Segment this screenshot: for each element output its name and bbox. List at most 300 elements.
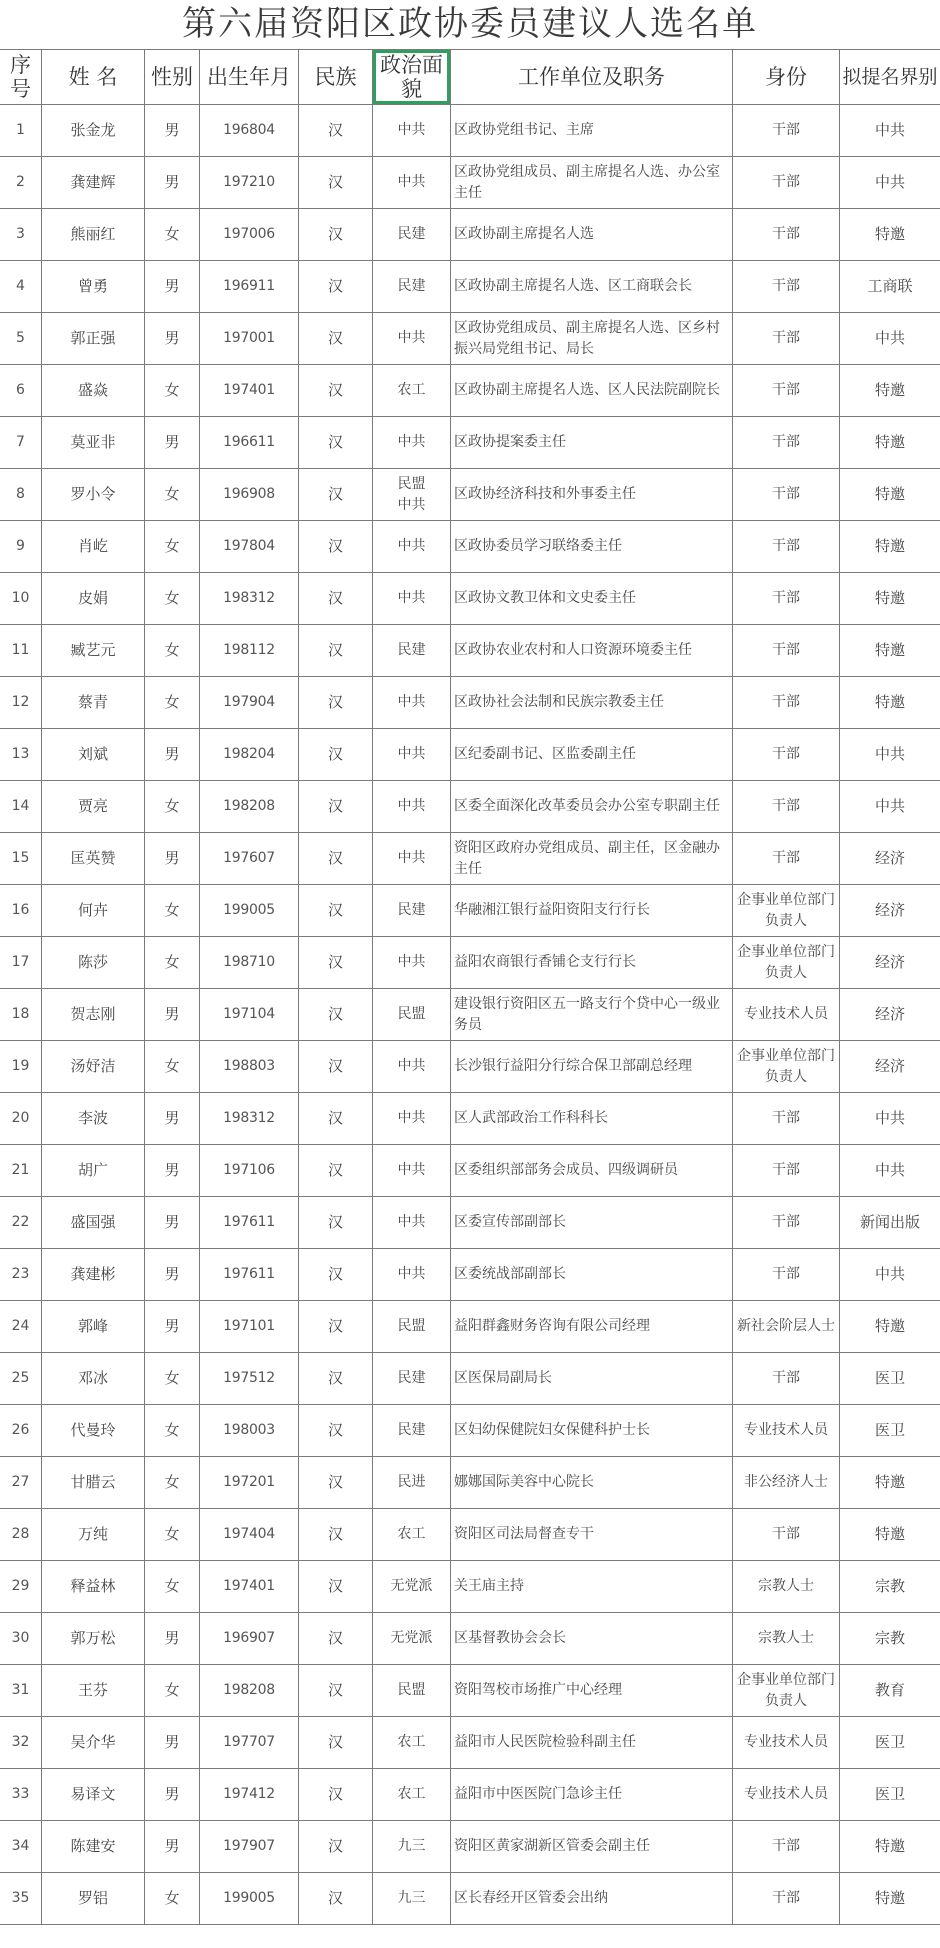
cell-gender: 男 (145, 1197, 200, 1249)
cell-political-status: 无党派 (373, 1561, 451, 1613)
table-row (0, 989, 940, 1041)
cell-political-status: 民建 (373, 1353, 451, 1405)
cell-political-status: 中共 (373, 1041, 451, 1093)
cell-birth: 197611 (200, 1197, 299, 1249)
cell-gender: 女 (145, 677, 200, 729)
cell-work-unit: 区委统战部副部长 (451, 1249, 733, 1301)
cell-work-unit: 建设银行资阳区五一路支行个贷中心一级业务员 (451, 989, 733, 1041)
table-header-row (0, 50, 940, 105)
cell-gender: 女 (145, 1561, 200, 1613)
cell-sector: 中共 (840, 729, 940, 781)
cell-political-status: 中共 (373, 313, 451, 365)
cell-gender: 男 (145, 417, 200, 469)
cell-name: 皮娟 (42, 573, 145, 625)
cell-name: 罗铝 (42, 1873, 145, 1925)
cell-gender: 男 (145, 1613, 200, 1665)
cell-index: 21 (0, 1145, 42, 1197)
cell-name: 臧艺元 (42, 625, 145, 677)
table-row (0, 1561, 940, 1613)
cell-political-status: 九三 (373, 1821, 451, 1873)
cell-birth: 197512 (200, 1353, 299, 1405)
cell-political-status: 民盟 中共 (373, 469, 451, 521)
cell-index: 4 (0, 261, 42, 313)
cell-work-unit: 关王庙主持 (451, 1561, 733, 1613)
cell-identity: 专业技术人员 (733, 989, 840, 1041)
cell-sector: 医卫 (840, 1405, 940, 1457)
cell-ethnicity: 汉 (299, 1769, 373, 1821)
cell-ethnicity: 汉 (299, 1405, 373, 1457)
cell-ethnicity: 汉 (299, 365, 373, 417)
cell-gender: 男 (145, 261, 200, 313)
cell-work-unit: 资阳区司法局督查专干 (451, 1509, 733, 1561)
cell-identity: 宗教人士 (733, 1561, 840, 1613)
table-row (0, 1405, 940, 1457)
header-sector: 拟提名界别 (840, 50, 940, 105)
cell-sector: 教育 (840, 1665, 940, 1717)
cell-ethnicity: 汉 (299, 417, 373, 469)
cell-index: 20 (0, 1093, 42, 1145)
cell-birth: 197201 (200, 1457, 299, 1509)
table-row (0, 1821, 940, 1873)
cell-work-unit: 区纪委副书记、区监委副主任 (451, 729, 733, 781)
cell-political-status: 中共 (373, 157, 451, 209)
cell-sector: 新闻出版 (840, 1197, 940, 1249)
cell-work-unit: 益阳市中医医院门急诊主任 (451, 1769, 733, 1821)
cell-ethnicity: 汉 (299, 1353, 373, 1405)
cell-sector: 医卫 (840, 1769, 940, 1821)
cell-index: 3 (0, 209, 42, 261)
cell-gender: 女 (145, 1665, 200, 1717)
cell-identity: 干部 (733, 781, 840, 833)
cell-work-unit: 长沙银行益阳分行综合保卫部副总经理 (451, 1041, 733, 1093)
cell-index: 19 (0, 1041, 42, 1093)
cell-sector: 特邀 (840, 469, 940, 521)
cell-name: 甘腊云 (42, 1457, 145, 1509)
header-birth: 出生年月 (200, 50, 299, 105)
cell-work-unit: 益阳群鑫财务咨询有限公司经理 (451, 1301, 733, 1353)
cell-gender: 女 (145, 469, 200, 521)
cell-sector: 工商联 (840, 261, 940, 313)
cell-index: 32 (0, 1717, 42, 1769)
cell-identity: 企事业单位部门负责人 (733, 937, 840, 989)
cell-work-unit: 资阳区政府办党组成员、副主任，区金融办主任 (451, 833, 733, 885)
cell-name: 万纯 (42, 1509, 145, 1561)
cell-index: 14 (0, 781, 42, 833)
cell-birth: 197904 (200, 677, 299, 729)
cell-gender: 男 (145, 989, 200, 1041)
table-row (0, 1873, 940, 1925)
cell-identity: 干部 (733, 261, 840, 313)
table-row (0, 417, 940, 469)
cell-index: 18 (0, 989, 42, 1041)
cell-political-status: 民盟 (373, 1301, 451, 1353)
table-row (0, 1301, 940, 1353)
table-row (0, 1613, 940, 1665)
cell-gender: 男 (145, 1717, 200, 1769)
table-row (0, 677, 940, 729)
cell-work-unit: 区医保局副局长 (451, 1353, 733, 1405)
cell-work-unit: 益阳市人民医院检验科副主任 (451, 1717, 733, 1769)
cell-gender: 女 (145, 1041, 200, 1093)
cell-name: 盛国强 (42, 1197, 145, 1249)
cell-birth: 197804 (200, 521, 299, 573)
cell-identity: 干部 (733, 417, 840, 469)
cell-index: 5 (0, 313, 42, 365)
cell-identity: 干部 (733, 105, 840, 157)
cell-ethnicity: 汉 (299, 1249, 373, 1301)
cell-work-unit: 区政协委员学习联络委主任 (451, 521, 733, 573)
cell-gender: 男 (145, 157, 200, 209)
cell-political-status: 中共 (373, 833, 451, 885)
cell-birth: 197907 (200, 1821, 299, 1873)
cell-work-unit: 区政协社会法制和民族宗教委主任 (451, 677, 733, 729)
cell-political-status: 农工 (373, 1509, 451, 1561)
cell-political-status: 民盟 (373, 1665, 451, 1717)
header-gender: 性别 (145, 50, 200, 105)
cell-work-unit: 资阳区黄家湖新区管委会副主任 (451, 1821, 733, 1873)
cell-name: 王芬 (42, 1665, 145, 1717)
cell-sector: 中共 (840, 105, 940, 157)
table-row (0, 1717, 940, 1769)
cell-political-status: 中共 (373, 573, 451, 625)
cell-work-unit: 区政协提案委主任 (451, 417, 733, 469)
cell-birth: 198112 (200, 625, 299, 677)
cell-name: 吴介华 (42, 1717, 145, 1769)
cell-name: 匡英赞 (42, 833, 145, 885)
table-row (0, 1457, 940, 1509)
cell-political-status: 民建 (373, 209, 451, 261)
cell-sector: 特邀 (840, 365, 940, 417)
cell-gender: 女 (145, 625, 200, 677)
cell-sector: 特邀 (840, 417, 940, 469)
cell-ethnicity: 汉 (299, 261, 373, 313)
cell-gender: 男 (145, 729, 200, 781)
cell-ethnicity: 汉 (299, 521, 373, 573)
cell-gender: 男 (145, 1821, 200, 1873)
cell-birth: 197412 (200, 1769, 299, 1821)
cell-political-status: 民建 (373, 261, 451, 313)
cell-ethnicity: 汉 (299, 1145, 373, 1197)
cell-identity: 企事业单位部门负责人 (733, 1041, 840, 1093)
table-row (0, 1249, 940, 1301)
cell-political-status: 中共 (373, 937, 451, 989)
cell-birth: 197611 (200, 1249, 299, 1301)
cell-birth: 196804 (200, 105, 299, 157)
cell-ethnicity: 汉 (299, 989, 373, 1041)
cell-sector: 经济 (840, 833, 940, 885)
page-title: 第六届资阳区政协委员建议人选名单 (182, 4, 758, 44)
header-ethnicity: 民族 (299, 50, 373, 105)
cell-name: 龚建辉 (42, 157, 145, 209)
cell-gender: 女 (145, 885, 200, 937)
table-row (0, 573, 940, 625)
cell-identity: 干部 (733, 573, 840, 625)
cell-sector: 经济 (840, 989, 940, 1041)
cell-birth: 198312 (200, 573, 299, 625)
cell-political-status: 民进 (373, 1457, 451, 1509)
cell-identity: 干部 (733, 157, 840, 209)
cell-identity: 专业技术人员 (733, 1769, 840, 1821)
cell-sector: 中共 (840, 781, 940, 833)
cell-work-unit: 区政协文教卫体和文史委主任 (451, 573, 733, 625)
table-row (0, 1509, 940, 1561)
cell-sector: 中共 (840, 1145, 940, 1197)
cell-ethnicity: 汉 (299, 573, 373, 625)
cell-ethnicity: 汉 (299, 1873, 373, 1925)
cell-index: 28 (0, 1509, 42, 1561)
cell-sector: 特邀 (840, 1873, 940, 1925)
table-row (0, 469, 940, 521)
cell-ethnicity: 汉 (299, 105, 373, 157)
cell-work-unit: 区委宣传部副部长 (451, 1197, 733, 1249)
cell-birth: 197404 (200, 1509, 299, 1561)
cell-birth: 198803 (200, 1041, 299, 1093)
cell-gender: 女 (145, 1457, 200, 1509)
cell-identity: 非公经济人士 (733, 1457, 840, 1509)
cell-gender: 女 (145, 1873, 200, 1925)
cell-identity: 干部 (733, 1197, 840, 1249)
cell-work-unit: 区长春经开区管委会出纳 (451, 1873, 733, 1925)
cell-political-status: 民建 (373, 1405, 451, 1457)
cell-ethnicity: 汉 (299, 1613, 373, 1665)
cell-name: 郭万松 (42, 1613, 145, 1665)
cell-political-status: 无党派 (373, 1613, 451, 1665)
cell-identity: 企事业单位部门负责人 (733, 1665, 840, 1717)
cell-name: 李波 (42, 1093, 145, 1145)
cell-work-unit: 区委全面深化改革委员会办公室专职副主任 (451, 781, 733, 833)
cell-index: 8 (0, 469, 42, 521)
cell-gender: 女 (145, 1405, 200, 1457)
cell-name: 郭正强 (42, 313, 145, 365)
cell-name: 释益林 (42, 1561, 145, 1613)
cell-name: 陈莎 (42, 937, 145, 989)
cell-birth: 197401 (200, 365, 299, 417)
cell-index: 1 (0, 105, 42, 157)
cell-ethnicity: 汉 (299, 1457, 373, 1509)
cell-index: 33 (0, 1769, 42, 1821)
cell-index: 10 (0, 573, 42, 625)
cell-political-status: 中共 (373, 1249, 451, 1301)
cell-gender: 男 (145, 833, 200, 885)
cell-birth: 197104 (200, 989, 299, 1041)
table-row (0, 729, 940, 781)
cell-ethnicity: 汉 (299, 1197, 373, 1249)
cell-identity: 宗教人士 (733, 1613, 840, 1665)
header-work-unit: 工作单位及职务 (451, 50, 733, 105)
cell-work-unit: 区妇幼保健院妇女保健科护士长 (451, 1405, 733, 1457)
cell-birth: 197210 (200, 157, 299, 209)
cell-name: 陈建安 (42, 1821, 145, 1873)
cell-sector: 特邀 (840, 573, 940, 625)
header-name: 姓 名 (42, 50, 145, 105)
table-row (0, 1769, 940, 1821)
cell-sector: 医卫 (840, 1353, 940, 1405)
cell-index: 15 (0, 833, 42, 885)
table-row (0, 157, 940, 209)
cell-political-status: 民建 (373, 625, 451, 677)
cell-birth: 198204 (200, 729, 299, 781)
cell-identity: 干部 (733, 1093, 840, 1145)
cell-ethnicity: 汉 (299, 677, 373, 729)
header-identity: 身份 (733, 50, 840, 105)
cell-sector: 特邀 (840, 209, 940, 261)
cell-gender: 男 (145, 105, 200, 157)
cell-ethnicity: 汉 (299, 1093, 373, 1145)
cell-sector: 中共 (840, 1093, 940, 1145)
cell-index: 17 (0, 937, 42, 989)
cell-gender: 女 (145, 1353, 200, 1405)
cell-name: 胡广 (42, 1145, 145, 1197)
table-row (0, 1353, 940, 1405)
cell-identity: 干部 (733, 677, 840, 729)
nominee-table (0, 49, 940, 1925)
cell-ethnicity: 汉 (299, 833, 373, 885)
cell-political-status: 中共 (373, 1145, 451, 1197)
cell-gender: 男 (145, 1769, 200, 1821)
table-row (0, 261, 940, 313)
table-row (0, 1197, 940, 1249)
cell-gender: 男 (145, 1301, 200, 1353)
cell-ethnicity: 汉 (299, 313, 373, 365)
cell-sector: 中共 (840, 1249, 940, 1301)
cell-political-status: 民盟 (373, 989, 451, 1041)
cell-gender: 男 (145, 1093, 200, 1145)
cell-index: 11 (0, 625, 42, 677)
cell-work-unit: 区政协副主席提名人选、区人民法院副院长 (451, 365, 733, 417)
cell-index: 23 (0, 1249, 42, 1301)
cell-sector: 特邀 (840, 677, 940, 729)
cell-identity: 干部 (733, 1873, 840, 1925)
cell-ethnicity: 汉 (299, 1665, 373, 1717)
cell-identity: 干部 (733, 365, 840, 417)
cell-sector: 医卫 (840, 1717, 940, 1769)
cell-identity: 干部 (733, 1353, 840, 1405)
cell-sector: 宗教 (840, 1613, 940, 1665)
cell-political-status: 中共 (373, 105, 451, 157)
cell-political-status: 中共 (373, 521, 451, 573)
cell-index: 34 (0, 1821, 42, 1873)
cell-work-unit: 区人武部政治工作科科长 (451, 1093, 733, 1145)
cell-ethnicity: 汉 (299, 469, 373, 521)
cell-index: 22 (0, 1197, 42, 1249)
cell-birth: 198710 (200, 937, 299, 989)
cell-ethnicity: 汉 (299, 209, 373, 261)
cell-name: 代曼玲 (42, 1405, 145, 1457)
cell-work-unit: 区政协党组书记、主席 (451, 105, 733, 157)
cell-index: 27 (0, 1457, 42, 1509)
cell-work-unit: 华融湘江银行益阳资阳支行行长 (451, 885, 733, 937)
cell-birth: 198208 (200, 781, 299, 833)
cell-name: 郭峰 (42, 1301, 145, 1353)
cell-name: 汤妤洁 (42, 1041, 145, 1093)
cell-birth: 199005 (200, 1873, 299, 1925)
cell-index: 6 (0, 365, 42, 417)
cell-index: 31 (0, 1665, 42, 1717)
cell-identity: 专业技术人员 (733, 1717, 840, 1769)
cell-work-unit: 区政协副主席提名人选、区工商联会长 (451, 261, 733, 313)
cell-sector: 特邀 (840, 1301, 940, 1353)
cell-identity: 干部 (733, 521, 840, 573)
cell-political-status: 中共 (373, 1093, 451, 1145)
cell-name: 贺志刚 (42, 989, 145, 1041)
cell-work-unit: 区政协副主席提名人选 (451, 209, 733, 261)
table-row (0, 313, 940, 365)
cell-birth: 197106 (200, 1145, 299, 1197)
cell-ethnicity: 汉 (299, 781, 373, 833)
cell-work-unit: 区政协经济科技和外事委主任 (451, 469, 733, 521)
cell-sector: 特邀 (840, 521, 940, 573)
cell-political-status: 农工 (373, 365, 451, 417)
header-index: 序号 (0, 50, 42, 105)
table-row (0, 937, 940, 989)
cell-birth: 198312 (200, 1093, 299, 1145)
cell-gender: 女 (145, 573, 200, 625)
cell-sector: 经济 (840, 885, 940, 937)
cell-ethnicity: 汉 (299, 1717, 373, 1769)
cell-work-unit: 区政协党组成员、副主席提名人选、区乡村振兴局党组书记、局长 (451, 313, 733, 365)
cell-political-status: 九三 (373, 1873, 451, 1925)
cell-birth: 197401 (200, 1561, 299, 1613)
table-row (0, 833, 940, 885)
cell-index: 24 (0, 1301, 42, 1353)
cell-political-status: 农工 (373, 1717, 451, 1769)
cell-work-unit: 资阳驾校市场推广中心经理 (451, 1665, 733, 1717)
header-political-status[interactable]: 政治面貌 (373, 50, 451, 105)
cell-name: 肖屹 (42, 521, 145, 573)
cell-name: 熊丽红 (42, 209, 145, 261)
cell-identity: 干部 (733, 1509, 840, 1561)
cell-identity: 干部 (733, 729, 840, 781)
cell-gender: 女 (145, 209, 200, 261)
cell-name: 莫亚非 (42, 417, 145, 469)
cell-work-unit: 益阳农商银行香铺仑支行行长 (451, 937, 733, 989)
cell-identity: 新社会阶层人士 (733, 1301, 840, 1353)
table-row (0, 105, 940, 157)
cell-name: 易译文 (42, 1769, 145, 1821)
cell-sector: 中共 (840, 313, 940, 365)
cell-index: 9 (0, 521, 42, 573)
cell-sector: 特邀 (840, 1509, 940, 1561)
table-row (0, 365, 940, 417)
cell-gender: 女 (145, 1509, 200, 1561)
cell-index: 16 (0, 885, 42, 937)
table-row (0, 1665, 940, 1717)
cell-political-status: 中共 (373, 781, 451, 833)
cell-index: 2 (0, 157, 42, 209)
cell-identity: 干部 (733, 1821, 840, 1873)
cell-ethnicity: 汉 (299, 885, 373, 937)
cell-sector: 特邀 (840, 625, 940, 677)
cell-gender: 女 (145, 781, 200, 833)
cell-sector: 经济 (840, 937, 940, 989)
cell-birth: 196911 (200, 261, 299, 313)
cell-birth: 198003 (200, 1405, 299, 1457)
table-row (0, 1041, 940, 1093)
cell-identity: 企事业单位部门负责人 (733, 885, 840, 937)
table-row (0, 625, 940, 677)
cell-ethnicity: 汉 (299, 1041, 373, 1093)
cell-index: 35 (0, 1873, 42, 1925)
cell-ethnicity: 汉 (299, 937, 373, 989)
cell-sector: 特邀 (840, 1457, 940, 1509)
cell-political-status: 民建 (373, 885, 451, 937)
cell-name: 蔡青 (42, 677, 145, 729)
table-row (0, 521, 940, 573)
cell-index: 30 (0, 1613, 42, 1665)
cell-ethnicity: 汉 (299, 157, 373, 209)
cell-work-unit: 娜娜国际美容中心院长 (451, 1457, 733, 1509)
cell-name: 刘斌 (42, 729, 145, 781)
